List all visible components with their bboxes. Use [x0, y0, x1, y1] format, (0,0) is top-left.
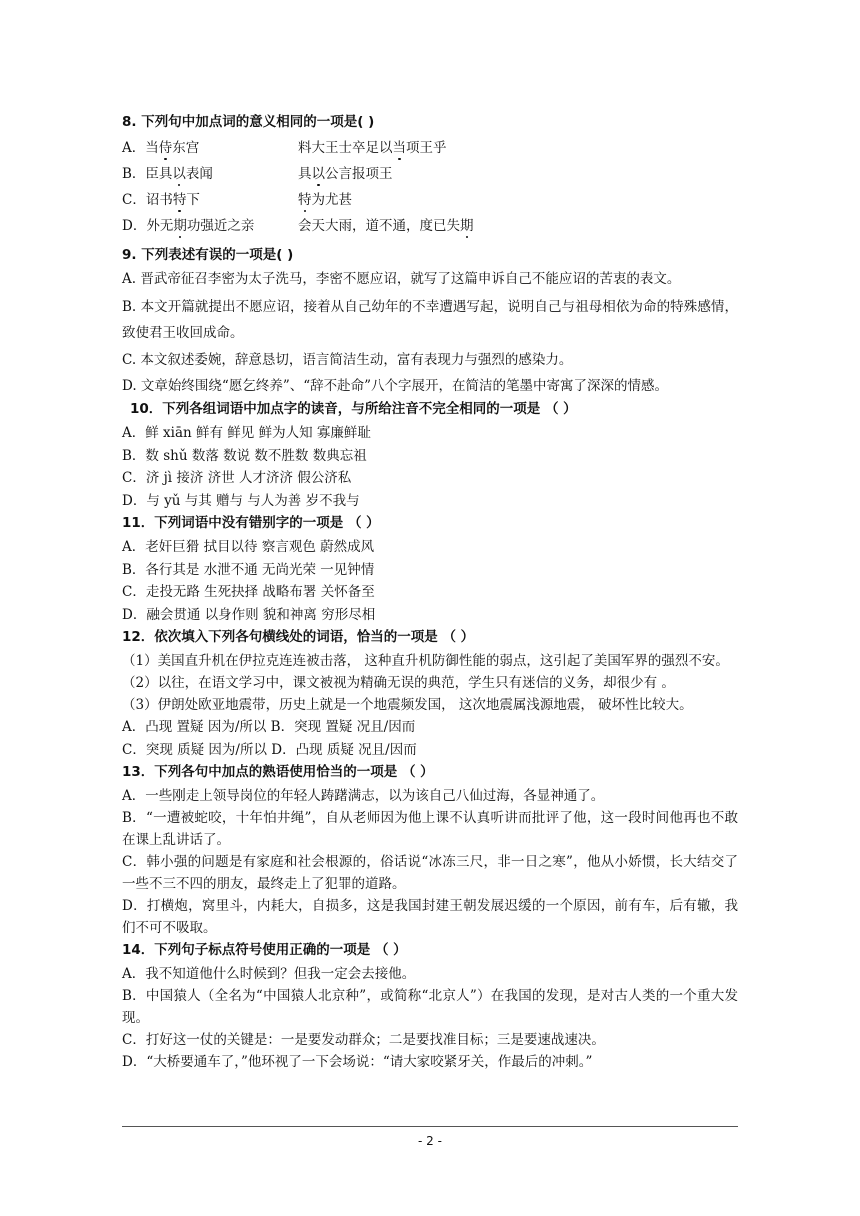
- q14-option-c: C．打好这一仗的关键是：一是要发动群众；二是要找准目标；三是要速战速决。: [122, 1032, 605, 1048]
- dotted-char: 特: [172, 192, 187, 208]
- q11-option-d: D．融会贯通 以身作则 貌和神离 穷形尽相: [122, 606, 376, 623]
- q14-option-b: B．中国猿人（全名为“中国猿人北京种”，或简称“北京人”）在我国的发现，是对古人类的一个重大发现。: [122, 988, 738, 1026]
- dotted-char: 期: [460, 218, 474, 234]
- question-11-stem: 11．下列词语中没有错别字的一项是 （ ）: [122, 515, 380, 531]
- question-12-stem: 12．依次填入下列各句横线处的词语，恰当的一项是 （ ）: [122, 629, 475, 645]
- dotted-char: 期: [173, 218, 187, 234]
- dotted-char: 当: [392, 140, 406, 156]
- dotted-char: 以: [311, 166, 325, 182]
- question-8-options: [122, 135, 738, 239]
- q10-option-a: A．鲜 xiān 鲜有 鲜见 鲜为人知 寡廉鲜耻: [122, 425, 371, 441]
- q13-option-d: D．打横炮，窝里斗，内耗大，自损多，这是我国封建王朝发展迟缓的一个原因，前有车，后有辙，我们不可不吸取。: [122, 898, 738, 936]
- question-8-stem: 8. 下列句中加点词的意义相同的一项是( ): [122, 114, 375, 130]
- q12-options-ab: A．凸现 置疑 因为/所以 B．突现 置疑 况且/因而: [122, 719, 416, 735]
- question-13-stem: 13．下列各句中加点的熟语使用恰当的一项是 （ ）: [122, 764, 434, 780]
- page-number: - 2 -: [418, 1134, 442, 1148]
- question-10-stem: 10．下列各组词语中加点字的读音，与所给注音不完全相同的一项是 （ ）: [130, 401, 577, 417]
- q10-option-d: D．与 yǔ 与其 赠与 与人为善 岁不我与: [122, 492, 360, 509]
- q9-option-d: D. 文章始终围绕“愿乞终养”、“辞不赴命”八个字展开，在简洁的笔墨中寄寓了深深的情感。: [122, 378, 669, 394]
- q10-option-c: C．济 jì 接济 济世 人才济济 假公济私: [122, 470, 352, 486]
- question-9-stem: 9. 下列表述有误的一项是( ): [122, 247, 294, 263]
- q14-option-d: D．“大桥要通车了，”他环视了一下会场说：“请大家咬紧牙关，作最后的冲刺。”: [122, 1054, 593, 1070]
- q8-option-d: D．外无期功强近之亲 会天大雨，道不通，度已失期: [122, 218, 474, 234]
- q13-option-b: B．“一遭被蛇咬，十年怕井绳”，自从老师因为他上课不认真听讲而批评了他，这一段时间他再也不敢在课上乱讲话了。: [122, 810, 738, 848]
- dotted-char: 侍: [158, 140, 173, 156]
- q10-option-b: B．数 shǔ 数落 数说 数不胜数 数典忘祖: [122, 447, 367, 464]
- q11-option-b: B．各行其是 水泄不通 无尚光荣 一见钟情: [122, 561, 375, 578]
- dotted-char: 特: [298, 192, 312, 208]
- q9-option-b: B. 本文开篇就提出不愿应诏，接着从自己幼年的不幸遭遇写起，说明自己与祖母相依为命的特殊感情，致使君王收回成命。: [122, 299, 738, 341]
- q11-option-a: A．老奸巨猾 拭目以待 察言观色 蔚然成风: [122, 539, 375, 555]
- q12-item-3: （3）伊朗处欧亚地震带，历史上就是一个地震频发国， 这次地震属浅源地震， 破坏性比较大。: [122, 697, 693, 713]
- q9-option-c: C. 本文叙述委婉，辞意恳切，语言简洁生动，富有表现力与强烈的感染力。: [122, 352, 573, 368]
- q13-option-a: A．一些刚走上领导岗位的年轻人踌躇满志，以为该自己八仙过海，各显神通了。: [122, 788, 605, 804]
- footer-divider: [122, 1126, 738, 1127]
- q12-item-1: （1）美国直升机在伊拉克连连被击落， 这种直升机防御性能的弱点，这引起了美国军界的强烈不安。: [122, 653, 729, 669]
- q12-item-2: （2）以往，在语文学习中，课文被视为精确无误的典范，学生只有迷信的义务，却很少有 。: [122, 675, 675, 691]
- q9-option-a: A. 晋武帝征召李密为太子洗马，李密不愿应诏，就写了这篇申诉自己不能应诏的苦衷的表文。: [122, 271, 681, 287]
- question-14-stem: 14．下列句子标点符号使用正确的一项是 （ ）: [122, 942, 407, 958]
- dotted-char: 以: [172, 166, 186, 182]
- q8-option-a: A．当侍东宫 料大王士卒足以当项王乎: [122, 140, 447, 156]
- q8-option-b: B．臣具以表闻 具以公言报项王: [122, 166, 393, 182]
- q12-options-cd: C．突现 质疑 因为/所以 D．凸现 质疑 况且/因而: [122, 741, 417, 758]
- q8-option-c: C．诏书特下 特为尤甚: [122, 192, 352, 208]
- q13-option-c: C．韩小强的问题是有家庭和社会根源的，俗话说“冰冻三尺，非一日之寒”，他从小娇惯，长大结交了一些不三不四的朋友，最终走上了犯罪的道路。: [122, 854, 738, 892]
- q11-option-c: C．走投无路 生死抉择 战略布署 关怀备至: [122, 584, 375, 600]
- page-content: [122, 106, 738, 1073]
- q14-option-a: A．我不知道他什么时候到？但我一定会去接他。: [122, 966, 416, 982]
